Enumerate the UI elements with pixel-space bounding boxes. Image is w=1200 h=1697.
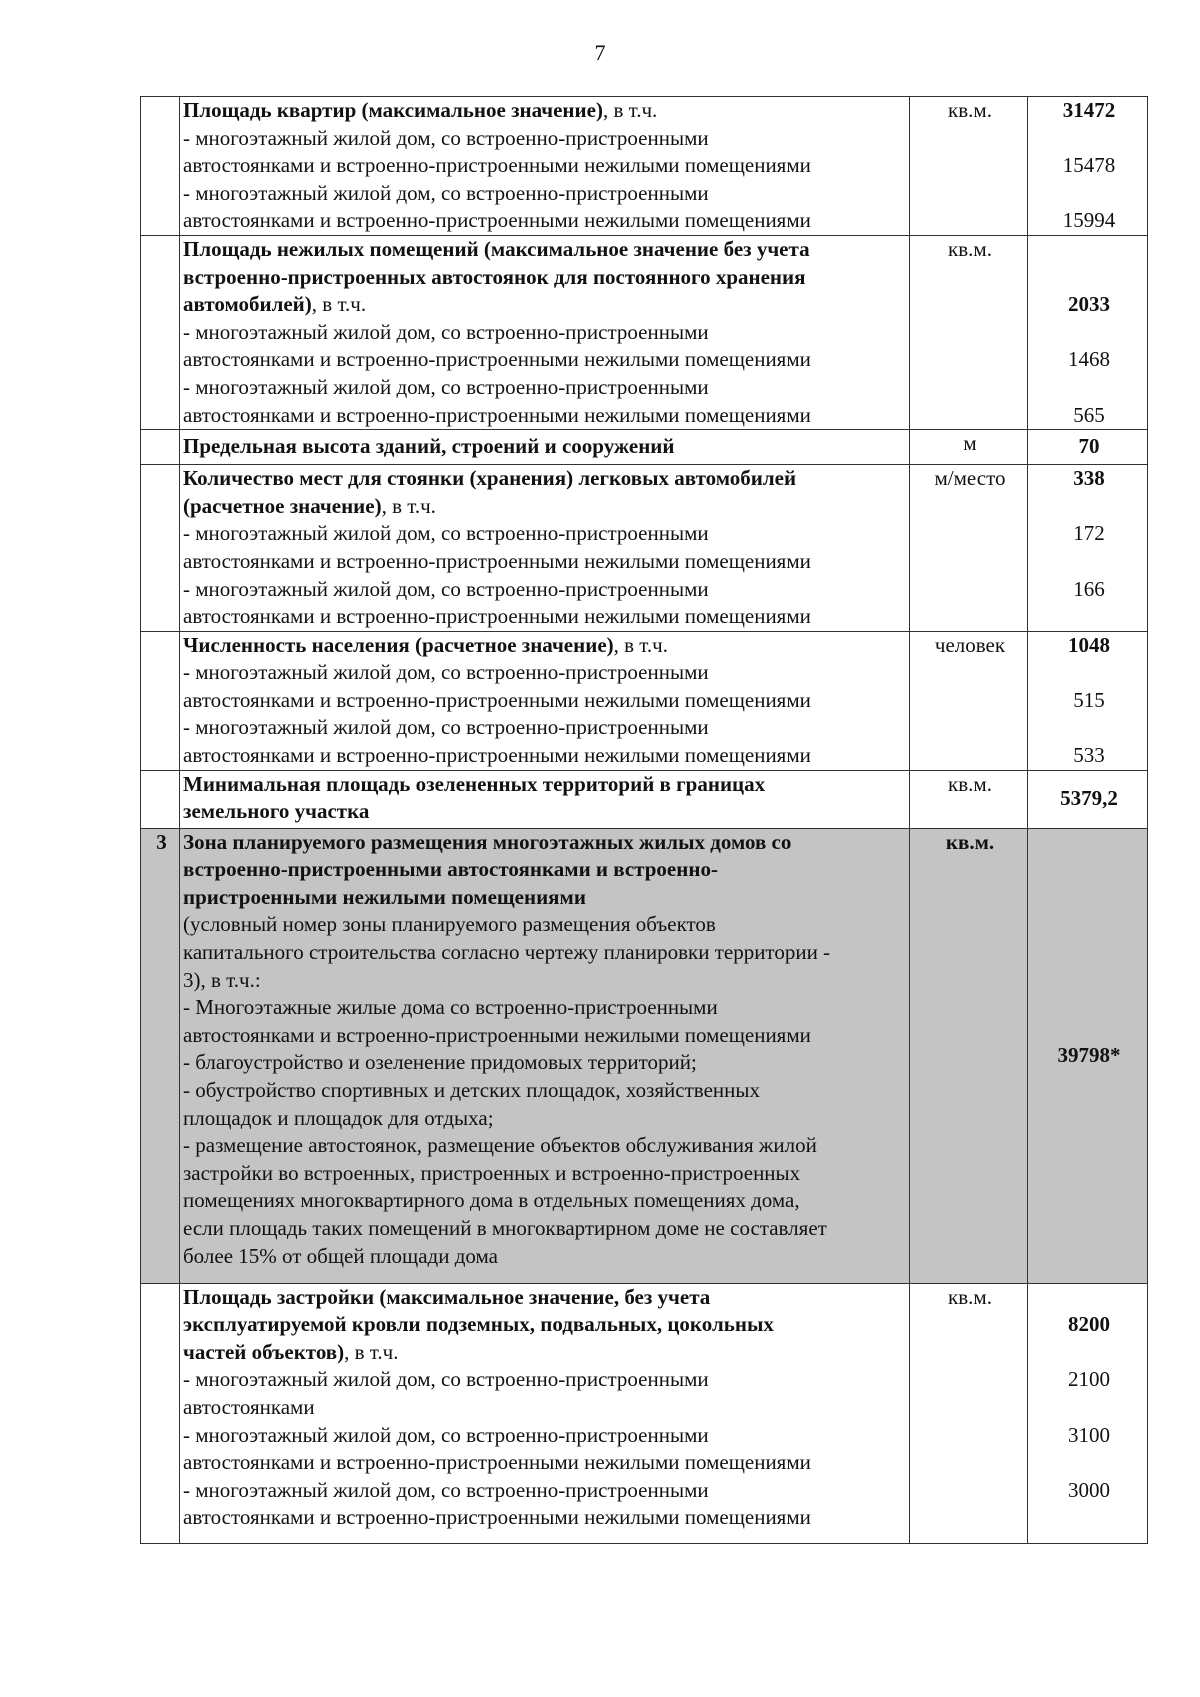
row-title: Площадь застройки (максимальное значение, без учета — [183, 1284, 711, 1309]
sub-value: 3000 — [1068, 1477, 1110, 1502]
table-row — [141, 1283, 1148, 1543]
description-line: - многоэтажный жилой дом, со встроенно-пристроенными — [183, 374, 709, 399]
total-value: 1048 — [1068, 632, 1110, 657]
row-title-suffix: , в т.ч. — [602, 98, 658, 122]
value-cell — [1028, 1283, 1148, 1543]
unit-cell: кв.м. — [910, 828, 1028, 1283]
value-cell — [1028, 465, 1148, 632]
table-row — [141, 430, 1148, 465]
description-line: автостоянками и встроенно-пристроенными нежилыми помещениями — [183, 687, 811, 712]
value-cell — [1028, 631, 1148, 770]
description-line: автостоянками и встроенно-пристроенными нежилыми помещениями — [183, 347, 811, 372]
unit-cell: м/место — [910, 465, 1028, 632]
row-title: Предельная высота зданий, строений и сооружений — [183, 434, 675, 459]
row-title: (расчетное значение) — [183, 493, 382, 518]
description-cell — [180, 1283, 910, 1543]
row-title: Площадь нежилых помещений (максимальное значение без учета — [183, 236, 810, 261]
unit-cell: м — [910, 430, 1028, 465]
zone-title: Зона планируемого размещения многоэтажных жилых домов со — [183, 829, 792, 854]
value-cell: 39798* — [1028, 828, 1148, 1283]
row-title: автомобилей) — [183, 292, 312, 317]
description-line: - обустройство спортивных и детских площадок, хозяйственных — [183, 1078, 760, 1102]
description-line: помещениях многоквартирного дома в отдельных помещениях дома, — [183, 1188, 800, 1213]
description-line: площадок и площадок для отдыха; — [183, 1105, 494, 1130]
row-title: частей объектов) — [183, 1339, 345, 1364]
description-cell — [180, 235, 910, 429]
total-value: 2033 — [1068, 292, 1110, 317]
table-row — [141, 465, 1148, 632]
zone-title: встроенно-пристроенными автостоянками и встроенно- — [183, 857, 718, 882]
unit-cell: кв.м. — [910, 97, 1028, 236]
row-title: Численность населения (расчетное значение) — [183, 632, 614, 657]
description-cell — [180, 97, 910, 236]
table-row — [141, 235, 1148, 429]
zone-row — [141, 828, 1148, 1283]
row-title: Количество мест для стоянки (хранения) легковых автомобилей — [183, 466, 797, 491]
value-cell — [1028, 235, 1148, 429]
sub-value: 166 — [1073, 576, 1105, 601]
description-line: - многоэтажный жилой дом, со встроенно-пристроенными — [183, 521, 709, 546]
row-title-suffix: , в т.ч. — [613, 632, 668, 657]
description-line: автостоянками и встроенно-пристроенными нежилыми помещениями — [183, 548, 811, 573]
row-title-suffix: , в т.ч. — [311, 292, 367, 317]
total-value: 8200 — [1068, 1312, 1110, 1337]
sub-value: 3100 — [1068, 1422, 1110, 1447]
value-cell: 5379,2 — [1028, 770, 1148, 828]
value-cell — [1028, 97, 1148, 236]
description-line: - многоэтажный жилой дом, со встроенно-пристроенными — [183, 1367, 709, 1392]
row-number-cell — [141, 770, 180, 828]
description-line: автостоянками и встроенно-пристроенными нежилыми помещениями — [183, 604, 811, 629]
row-title: встроенно-пристроенных автостоянок для постоянного хранения — [183, 264, 806, 289]
sub-value: 2100 — [1068, 1367, 1110, 1392]
description-line: - благоустройство и озеленение придомовых территорий; — [183, 1050, 697, 1075]
description-line: - многоэтажный жилой дом, со встроенно-пристроенными — [183, 715, 709, 740]
zone-number: 3 — [141, 828, 180, 1283]
description-line: автостоянками и встроенно-пристроенными нежилыми помещениями — [183, 1450, 811, 1475]
total-value: 31472 — [1062, 98, 1116, 122]
row-number-cell — [141, 430, 180, 465]
zone-title: пристроенными нежилыми помещениями — [183, 884, 586, 909]
description-line: капитального строительства согласно чертежу планировки территории - — [183, 940, 831, 965]
row-number-cell — [141, 631, 180, 770]
sub-value: 533 — [1073, 743, 1105, 768]
sub-value: 15478 — [1062, 153, 1116, 178]
description-line: автостоянками и встроенно-пристроенными нежилыми помещениями — [183, 402, 811, 427]
description-cell — [180, 430, 910, 465]
description-line: - многоэтажный жилой дом, со встроенно-пристроенными — [183, 319, 709, 344]
description-line: - многоэтажный жилой дом, со встроенно-пристроенными — [183, 180, 709, 205]
description-line: - размещение автостоянок, размещение объектов обслуживания жилой — [183, 1133, 817, 1158]
total-value: 338 — [1073, 466, 1105, 491]
sub-value: 565 — [1073, 402, 1105, 427]
description-line: - многоэтажный жилой дом, со встроенно-пристроенными — [183, 1477, 709, 1502]
description-line: автостоянками и встроенно-пристроенными нежилыми помещениями — [183, 743, 811, 768]
table-row — [141, 770, 1148, 828]
row-title: земельного участка — [183, 799, 370, 824]
unit-cell: кв.м. — [910, 235, 1028, 429]
description-cell — [180, 465, 910, 632]
description-line: если площадь таких помещений в многоквартирном доме не составляет — [183, 1215, 827, 1240]
description-line: - многоэтажный жилой дом, со встроенно-пристроенными — [183, 576, 709, 601]
row-number-cell — [141, 465, 180, 632]
row-title: Минимальная площадь озелененных территорий в границах — [183, 771, 766, 796]
description-line: автостоянками и встроенно-пристроенными нежилыми помещениями — [183, 1022, 811, 1047]
unit-cell: кв.м. — [910, 1283, 1028, 1543]
description-line: более 15% от общей площади дома — [183, 1243, 498, 1268]
row-number-cell — [141, 97, 180, 236]
table-row — [141, 97, 1148, 236]
sub-value: 15994 — [1062, 208, 1116, 233]
value-cell: 70 — [1028, 430, 1148, 465]
unit-cell: кв.м. — [910, 770, 1028, 828]
table-row — [141, 631, 1148, 770]
page-number: 7 — [594, 40, 606, 65]
description-line: - Многоэтажные жилые дома со встроенно-пристроенными — [183, 995, 718, 1020]
description-line: автостоянками — [183, 1395, 315, 1420]
row-number-cell — [141, 1283, 180, 1543]
row-title-suffix: , в т.ч. — [344, 1339, 399, 1364]
description-line: автостоянками и встроенно-пристроенными нежилыми помещениями — [183, 153, 811, 178]
description-line: 3), в т.ч.: — [183, 967, 261, 992]
description-line: - многоэтажный жилой дом, со встроенно-пристроенными — [183, 1422, 709, 1447]
sub-value: 1468 — [1068, 347, 1110, 372]
row-title: эксплуатируемой кровли подземных, подвальных, цокольных — [183, 1312, 774, 1337]
description-cell — [180, 828, 910, 1283]
row-number-cell — [141, 235, 180, 429]
row-title: Площадь квартир (максимальное значение) — [183, 98, 603, 122]
parameters-table — [140, 96, 1148, 1544]
sub-value: 515 — [1073, 687, 1105, 712]
description-line: автостоянками и встроенно-пристроенными нежилыми помещениями — [183, 1505, 811, 1530]
unit-cell: человек — [910, 631, 1028, 770]
description-cell — [180, 770, 910, 828]
description-line: застройки во встроенных, пристроенных и встроенно-пристроенных — [183, 1160, 801, 1185]
description-line: - многоэтажный жилой дом, со встроенно-пристроенными — [183, 660, 709, 685]
description-line: (условный номер зоны планируемого размещения объектов — [183, 912, 716, 937]
row-title-suffix: , в т.ч. — [381, 493, 436, 518]
sub-value: 172 — [1073, 521, 1105, 546]
description-line: - многоэтажный жилой дом, со встроенно-пристроенными — [183, 125, 709, 150]
description-cell — [180, 631, 910, 770]
description-line: автостоянками и встроенно-пристроенными нежилыми помещениями — [183, 208, 811, 233]
